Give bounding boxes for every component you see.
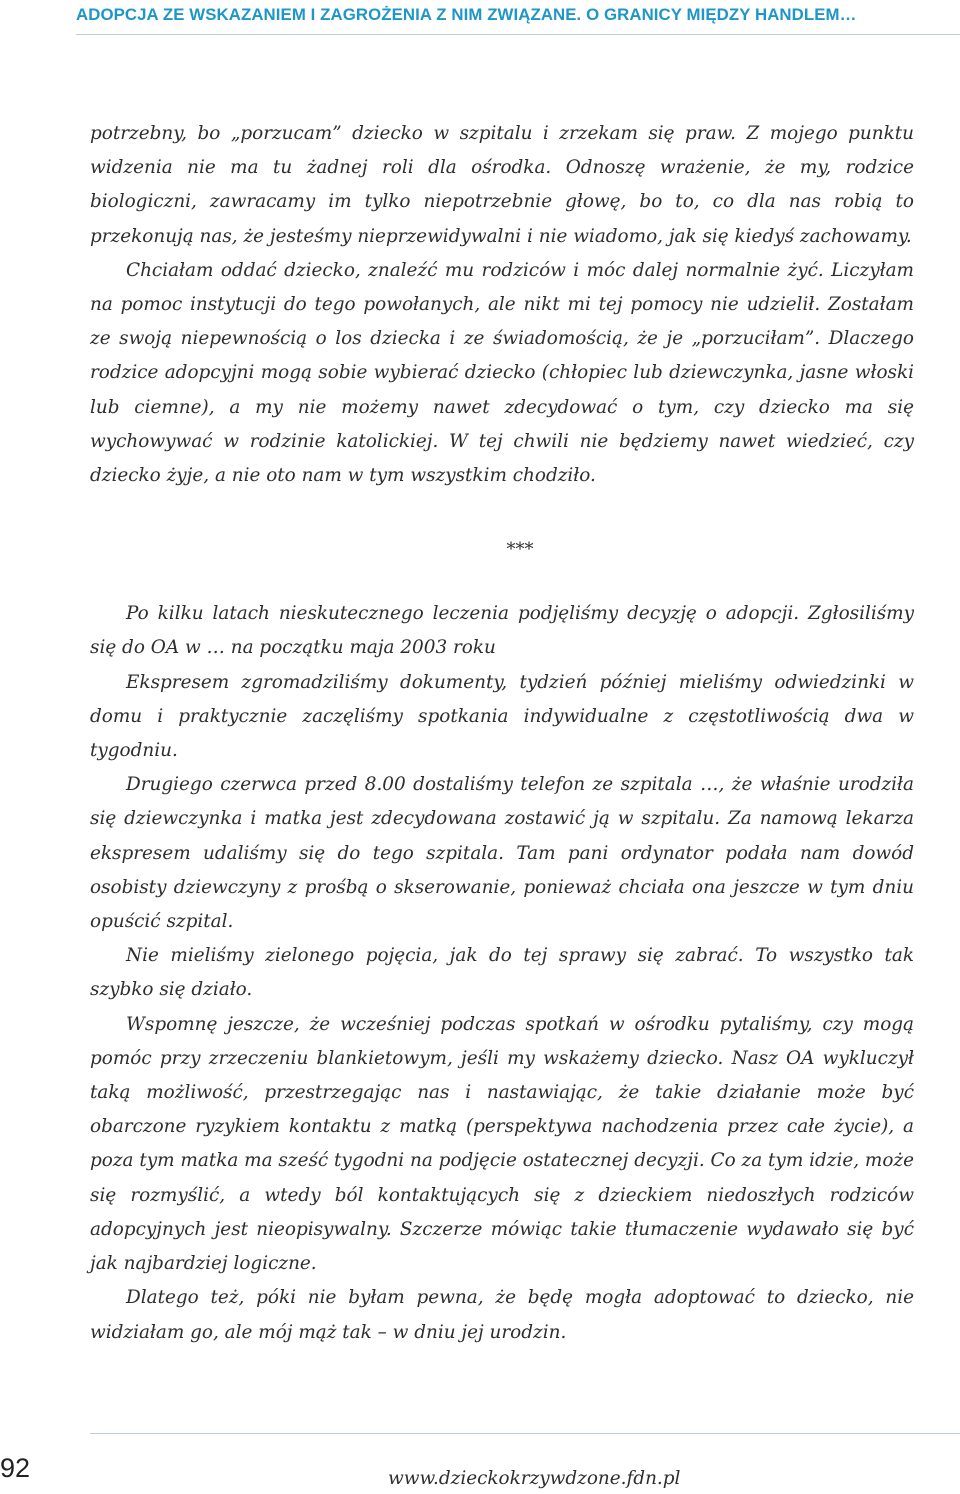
header-rule xyxy=(76,34,960,35)
paragraph: Ekspresem zgromadziliśmy dokumenty, tydzień później mieliśmy odwiedzinki w domu i praktycznie zaczęliśmy spotkania indywidualne z częstotliwością dwa w tygodniu. xyxy=(90,671,914,762)
section-separator: *** xyxy=(506,539,534,561)
body-text xyxy=(90,117,914,1350)
running-title: ADOPCJA ZE WSKAZANIEM I ZAGROŻENIA Z NIM ZWIĄZANE. O GRANICY MIĘDZY HANDLEM… xyxy=(76,5,857,24)
page-number: 92 xyxy=(0,1453,31,1483)
paragraph: Dlatego też, póki nie byłam pewna, że będę mogła adoptować to dziecko, nie widziałam go, ale mój mąż tak – w dniu jej urodzin. xyxy=(90,1287,914,1343)
paragraph: Wspomnę jeszcze, że wcześniej podczas spotkań w ośrodku pytaliśmy, czy mogą pomóc przy zrzeczeniu blankietowym, jeśli my wskażemy dziecko. Nasz OA wykluczył taką możliwość, przestrzegając nas i nastawiając, że takie działanie może być obarczone ryzykiem kontaktu z matką (perspektywa nachodzenia przez całe życie), a poza tym matka ma sześć tygodni na podjęcie ostatecznej decyzji. Co za tym idzie, może się rozmyślić, a wtedy ból kontaktujących się z dzieckiem niedoszłych rodziców adopcyjnych jest nieopisywalny. Szczerze mówiąc takie tłumaczenie wydawało się być jak najbardziej logiczne. xyxy=(90,1013,914,1275)
paragraph-continuation: potrzebny, bo „porzucam” dziecko w szpitalu i zrzekam się praw. Z mojego punktu widzenia nie ma tu żadnej roli dla ośrodka. Odnoszę wrażenie, że my, rodzice biologiczni, zawracamy im tylko niepotrzebnie głowę, bo to, co dla nas robią to przekonują nas, że jesteśmy nieprzewidywalni i nie wiadomo, jak się kiedyś zachowamy. xyxy=(90,123,914,247)
footer-url: www.dzieckokrzywdzone.fdn.pl xyxy=(388,1468,681,1489)
footer-rule xyxy=(90,1433,960,1434)
paragraph: Nie mieliśmy zielonego pojęcia, jak do tej sprawy się zabrać. To wszystko tak szybko się działo. xyxy=(90,945,914,1001)
paragraph: Po kilku latach nieskutecznego leczenia podjęliśmy decyzję o adopcji. Zgłosiliśmy się do OA w … na początku maja 2003 roku xyxy=(90,603,914,659)
page-header xyxy=(0,0,960,34)
paragraph: Drugiego czerwca przed 8.00 dostaliśmy telefon ze szpitala …, że właśnie urodziła się dziewczynka i matka jest zdecydowana zostawić ją w szpitalu. Za namową lekarza ekspresem udaliśmy się do tego szpitala. Tam pani ordynator podała nam dowód osobisty dziewczyny z prośbą o skserowanie, ponieważ chciała ona jeszcze w tym dniu opuścić szpital. xyxy=(90,774,914,933)
paragraph: Chciałam oddać dziecko, znaleźć mu rodziców i móc dalej normalnie żyć. Liczyłam na pomoc instytucji do tego powołanych, ale nikt mi tej pomocy nie udzielił. Zostałam ze swoją niepewnością o los dziecka i ze świadomością, że je „porzuciłam”. Dlaczego rodzice adopcyjni mogą sobie wybierać dziecko (chłopiec lub dziewczynka, jasne włoski lub ciemne), a my nie możemy nawet zdecydować o tym, czy dziecko ma się wychowywać w rodzinie katolickiej. W tej chwili nie będziemy nawet wiedzieć, czy dziecko żyje, a nie oto nam w tym wszystkim chodziło. xyxy=(90,259,914,487)
